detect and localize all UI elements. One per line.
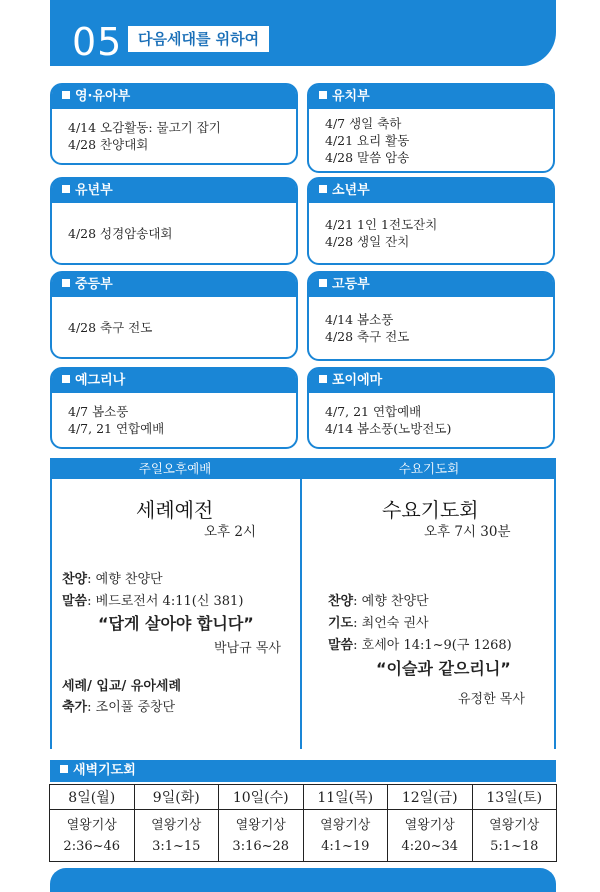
dept-header <box>52 85 296 109</box>
wednesday-title: 수요기도회 <box>382 498 479 522</box>
dept-box-high-school <box>307 271 555 361</box>
passage-cell <box>134 810 219 862</box>
dept-body <box>309 297 553 359</box>
dept-header <box>309 85 553 109</box>
dept-header <box>52 369 296 393</box>
dawn-prayer-title: 새벽기도회 <box>73 763 136 778</box>
praise-label: 찬양 <box>328 594 354 609</box>
section-number: 05 <box>72 20 123 64</box>
dept-header <box>309 273 553 297</box>
dept-name: 예그리나 <box>75 373 126 388</box>
dept-name: 고등부 <box>332 277 370 292</box>
dept-line: 4/28 생일 잔치 <box>325 234 410 249</box>
sunday-celebration <box>62 696 175 715</box>
dept-name: 포이에마 <box>332 373 383 388</box>
celebration-label: 축가 <box>62 700 88 715</box>
sunday-service-header: 주일오후예배 <box>50 458 300 479</box>
dept-body <box>52 203 296 263</box>
square-bullet-icon <box>60 765 68 773</box>
square-bullet-icon <box>62 375 70 383</box>
wednesday-service-header: 수요기도회 <box>302 458 556 479</box>
dept-line: 4/14 오감활동: 물고기 잡기 <box>68 120 221 135</box>
verse-range: 3:16~28 <box>232 838 290 854</box>
dept-header <box>309 179 553 203</box>
passage-cell <box>472 810 557 862</box>
square-bullet-icon <box>319 91 327 99</box>
verse-range: 4:1~19 <box>321 838 370 854</box>
square-bullet-icon <box>319 279 327 287</box>
book-name: 열왕기상 <box>235 817 286 833</box>
day-cell: 10일(수) <box>219 785 304 810</box>
dept-line: 4/7, 21 연합예배 <box>325 404 422 419</box>
dept-name: 유치부 <box>332 89 370 104</box>
dept-line: 4/28 말씀 암송 <box>325 149 410 165</box>
book-name: 열왕기상 <box>320 817 371 833</box>
sunday-word <box>62 590 243 609</box>
section-title: 다음세대를 위하여 <box>128 26 269 52</box>
sunday-rites: 세례/ 입교/ 유아세례 <box>62 679 182 694</box>
verse-range: 5:1~18 <box>490 838 539 854</box>
dept-name: 영·유아부 <box>75 89 131 104</box>
dept-box-elementary-junior <box>50 177 298 265</box>
book-name: 열왕기상 <box>489 817 540 833</box>
book-name: 열왕기상 <box>66 817 117 833</box>
dept-line: 4/7, 21 연합예배 <box>68 421 165 436</box>
book-name: 열왕기상 <box>151 817 202 833</box>
dept-line: 4/21 1인 1전도잔치 <box>325 217 438 232</box>
praise-label: 찬양 <box>62 572 88 587</box>
dept-line: 4/7 봄소풍 <box>68 404 129 419</box>
footer-bar <box>50 868 556 892</box>
wednesday-sermon-title: “이슬과 같으리니” <box>376 659 511 678</box>
square-bullet-icon <box>319 375 327 383</box>
dept-body <box>309 203 553 263</box>
day-cell: 9일(화) <box>134 785 219 810</box>
passage-cell <box>219 810 304 862</box>
wednesday-prayer <box>328 612 429 631</box>
sunday-sermon-title: “답게 살아야 합니다” <box>98 614 254 633</box>
book-name: 열왕기상 <box>404 817 455 833</box>
day-cell: 12일(금) <box>388 785 473 810</box>
word-label: 말씀 <box>62 594 88 609</box>
day-cell: 13일(토) <box>472 785 557 810</box>
dept-body <box>52 393 296 447</box>
dept-line: 4/14 봄소풍(노방전도) <box>325 421 452 436</box>
dept-body <box>309 109 553 171</box>
dept-box-middle-school <box>50 271 298 359</box>
dept-body <box>309 393 553 447</box>
praise-value: : 예향 찬양단 <box>353 594 429 609</box>
dept-box-yegrina <box>50 367 298 449</box>
dept-name: 중등부 <box>75 277 113 292</box>
sunday-title: 세례예전 <box>136 498 214 522</box>
dept-header <box>52 273 296 297</box>
wednesday-praise <box>328 590 429 609</box>
table-row <box>50 785 557 810</box>
dept-line: 4/7 생일 축하 <box>325 115 402 131</box>
square-bullet-icon <box>62 91 70 99</box>
celebration-value: : 조이풀 중창단 <box>87 700 176 715</box>
dept-header <box>309 369 553 393</box>
dept-box-kindergarten <box>307 83 555 173</box>
verse-range: 4:20~34 <box>401 838 459 854</box>
passage-cell <box>388 810 473 862</box>
passage-cell <box>50 810 135 862</box>
word-value: : 호세아 14:1~9(구 1268) <box>353 638 512 653</box>
service-divider <box>300 458 302 749</box>
day-cell: 8일(월) <box>50 785 135 810</box>
prayer-value: : 최언숙 권사 <box>353 616 429 631</box>
verse-range: 3:1~15 <box>152 838 201 854</box>
dept-line: 4/28 성경암송대회 <box>68 225 173 241</box>
dept-body <box>52 109 296 163</box>
prayer-label: 기도 <box>328 616 354 631</box>
praise-value: : 예향 찬양단 <box>87 572 163 587</box>
wednesday-time: 오후 7시 30분 <box>424 524 511 540</box>
dept-name: 유년부 <box>75 183 113 198</box>
verse-range: 2:36~46 <box>63 838 121 854</box>
word-value: : 베드로전서 4:11(신 381) <box>87 594 244 609</box>
square-bullet-icon <box>62 185 70 193</box>
dept-box-elementary-senior <box>307 177 555 265</box>
dept-name: 소년부 <box>332 183 370 198</box>
dept-line: 4/14 봄소풍 <box>325 312 394 327</box>
dept-line: 4/28 찬양대회 <box>68 137 149 152</box>
table-row <box>50 810 557 862</box>
word-label: 말씀 <box>328 638 354 653</box>
section-header-bar <box>50 0 556 66</box>
sunday-praise <box>62 568 163 587</box>
dawn-prayer-table <box>49 784 557 862</box>
dept-line: 4/21 요리 활동 <box>325 132 410 148</box>
dept-header <box>52 179 296 203</box>
dept-body <box>52 297 296 357</box>
wednesday-preacher: 유정한 목사 <box>458 692 525 707</box>
dept-box-infant <box>50 83 298 165</box>
day-cell: 11일(목) <box>303 785 388 810</box>
sunday-preacher: 박남규 목사 <box>214 641 281 656</box>
passage-cell <box>303 810 388 862</box>
square-bullet-icon <box>319 185 327 193</box>
dawn-prayer-header <box>50 760 556 782</box>
wednesday-word <box>328 634 512 653</box>
dept-box-poiema <box>307 367 555 449</box>
sunday-time: 오후 2시 <box>204 524 257 540</box>
square-bullet-icon <box>62 279 70 287</box>
dept-line: 4/28 축구 전도 <box>325 329 410 344</box>
dept-line: 4/28 축구 전도 <box>68 319 153 335</box>
